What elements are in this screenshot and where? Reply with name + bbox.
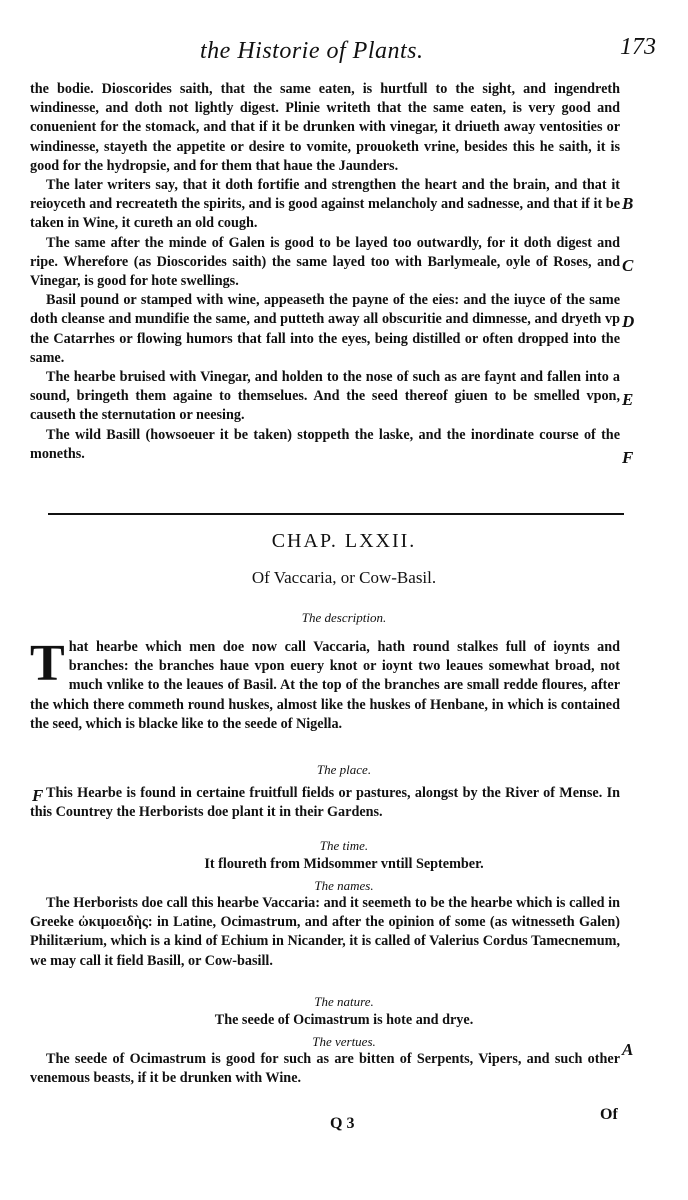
- margin-letter: C: [622, 256, 634, 275]
- chapter-subtitle: Of Vaccaria, or Cow-Basil.: [251, 568, 437, 587]
- drop-capital: T: [30, 635, 65, 692]
- names-block: [30, 894, 620, 971]
- nature-heading: The nature.: [314, 994, 374, 1009]
- description-text: hat hearbe which men doe now call Vaccaria, hath round stalkes full of ioynts and branches: the branches haue vpon euery knot or ioynt two leaues somewhat broad, not much vnlike to the leaues of Basil. At the top of the branches are small redde floures, after the which there commeth round huskes, almost like the huskes of Henbane, in which is contained the seed, which is blacke like to the seede of Nigella.: [30, 639, 620, 732]
- upper-text-block: [30, 80, 620, 464]
- time-heading: The time.: [319, 838, 369, 853]
- names-heading: The names.: [314, 878, 374, 893]
- margin-letter: D: [622, 312, 635, 331]
- vertues-block: [30, 1050, 620, 1088]
- paragraph: The wild Basill (howsoeuer it be taken) stoppeth the laske, and the inordinate course of the moneths.: [30, 426, 620, 462]
- page-number: 173: [620, 34, 656, 60]
- paragraph: The later writers say, that it doth fortifie and strengthen the heart and the brain, and that it reioyceth and recreateth the spirits, and is good against melancholy and sadnesse, and that if it be taken in Wine, it cureth an old cough.: [30, 177, 620, 232]
- margin-letter: E: [622, 390, 634, 409]
- paragraph: The same after the minde of Galen is good to be layed too outwardly, for it doth digest and ripe. Wherefore (as Dioscorides saith) the same layed too with Barlymeale, oyle of Roses, and Vinegar, is good for hote swellings.: [30, 234, 620, 290]
- margin-letter: B: [622, 194, 634, 213]
- vertues-heading: The vertues.: [312, 1034, 376, 1049]
- place-heading: The place.: [316, 762, 372, 777]
- time-text: It floureth from Midsommer vntill September.: [204, 856, 484, 872]
- description-block: [30, 635, 620, 734]
- catchword: Of: [600, 1106, 618, 1123]
- signature-mark: Q 3: [330, 1115, 355, 1132]
- paragraph: The hearbe bruised with Vinegar, and holden to the nose of such as are faynt and fallen into a sound, bringeth them againe to themselues. And the seed thereof giuen to be smelled vpon, causeth the sternutation or neesing.: [30, 369, 620, 424]
- nature-text: The seede of Ocimastrum is hote and drye.: [214, 1012, 474, 1028]
- margin-letter: F: [622, 448, 634, 467]
- place-text: This Hearbe is found in certaine fruitfull fields or pastures, alongst by the River of Mense. In this Countrey the Herborists doe plant it in their Gardens.: [30, 785, 620, 821]
- place-block: [30, 784, 620, 822]
- vertues-text: The seede of Ocimastrum is good for such as are bitten of Serpents, Vipers, and such other venemous beasts, if it be drunken with Wine.: [30, 1051, 620, 1087]
- names-text: The Herborists doe call this hearbe Vaccaria: and it seemeth to be the hearbe which is called in Greeke ὠκιμοειδὴς: in Latine, Ocimastrum, and after the opinion of some (as witnesseth Galen) Philitærium, which is a kind of Echium in Nicander, it is called of Valerius Cordus Tamecnemum, we may call it field Basill, or Cow-basill.: [30, 895, 620, 969]
- running-head: the Historie of Plants.: [200, 38, 424, 64]
- margin-letter: A: [622, 1040, 634, 1059]
- paragraph: Basil pound or stamped with wine, appeaseth the payne of the eies: and the iuyce of the same doth cleanse and mundifie the same, and putteth away all obscuritie and dimnesse, and dryeth vp the Catarrhes or flowing humors that fall into the eyes, being distilled or often dropped into the same.: [30, 292, 620, 366]
- description-heading: The description.: [301, 610, 387, 625]
- section-rule: [48, 513, 624, 515]
- margin-letter: F: [32, 786, 44, 805]
- paragraph: the bodie. Dioscorides saith, that the same eaten, is hurtfull to the sight, and ingendreth windinesse, and doth not lightly digest. Plinie writeth that the same eaten, is very good and conuenient for the stomack, and that if it be drunken with vinegar, it driueth away ventosities or windinesse, stayeth the appetite or desire to vomite, prouoketh vrine, besides this he saith, it is good for the hydropsie, and for them that haue the Jaunders.: [30, 81, 620, 174]
- chapter-title: CHAP. LXXII.: [271, 530, 417, 552]
